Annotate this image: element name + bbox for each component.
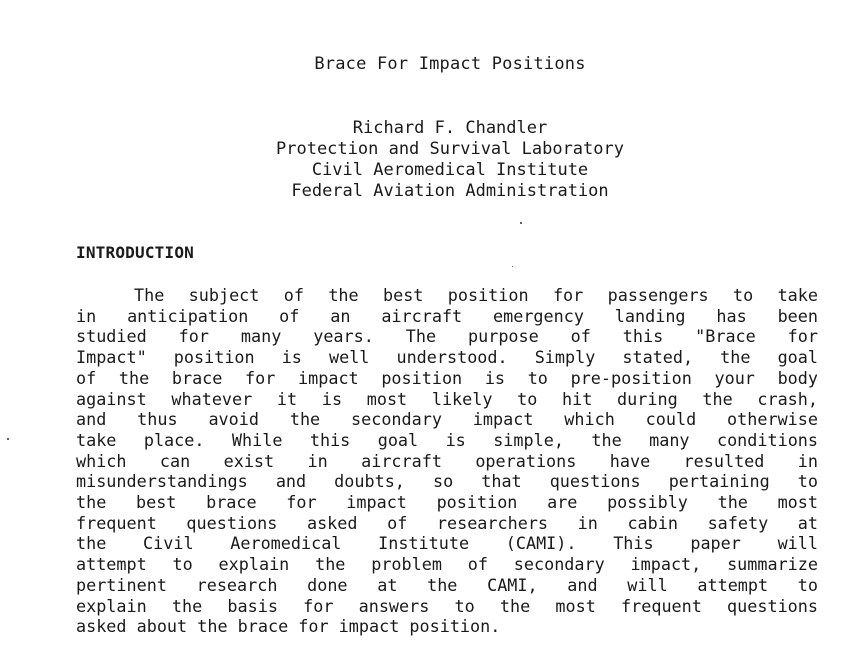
scan-speck [520, 222, 522, 224]
document-title: Brace For Impact Positions [314, 54, 586, 74]
paragraph-line: studied for many years. The purpose of this "Brace for [76, 326, 818, 347]
introduction-paragraph [76, 285, 818, 637]
paragraph-line: explain the basis for answers to the most frequent questions [76, 595, 818, 616]
paragraph-line: which can exist in aircraft operations have resulted in [76, 450, 818, 471]
paragraph-line: The subject of the best position for passengers to take [134, 285, 818, 305]
author-institute: Civil Aeromedical Institute [311, 160, 589, 180]
paragraph-line: against whatever it is most likely to hit during the crash, [76, 388, 818, 409]
author-laboratory: Protection and Survival Laboratory [276, 139, 624, 159]
author-agency: Federal Aviation Administration [291, 181, 609, 201]
paragraph-line: asked about the brace for impact position. [76, 616, 501, 637]
author-name: Richard F. Chandler [352, 118, 548, 138]
paragraph-line: Impact" position is well understood. Simply stated, the goal [76, 347, 818, 368]
paragraph-line: of the brace for impact position is to pre-position your body [76, 367, 818, 388]
paragraph-line: frequent questions asked of researchers in cabin safety at [76, 512, 818, 533]
paragraph-line: take place. While this goal is simple, the many conditions [76, 429, 818, 450]
paragraph-line: pertinent research done at the CAMI, and will attempt to [76, 574, 818, 595]
section-heading: INTRODUCTION [76, 243, 194, 262]
scan-speck [512, 266, 513, 267]
paragraph-line: attempt to explain the problem of secondary impact, summarize [76, 554, 818, 575]
paragraph-line: the best brace for impact position are possibly the most [76, 492, 818, 513]
paragraph-line: and thus avoid the secondary impact which could otherwise [76, 409, 818, 430]
paragraph-line: the Civil Aeromedical Institute (CAMI). This paper will [76, 533, 818, 554]
scan-speck [7, 438, 9, 440]
paragraph-line: misunderstandings and doubts, so that questions pertaining to [76, 471, 818, 492]
author-block [0, 118, 859, 202]
paragraph-line: in anticipation of an aircraft emergency landing has been [76, 305, 818, 326]
